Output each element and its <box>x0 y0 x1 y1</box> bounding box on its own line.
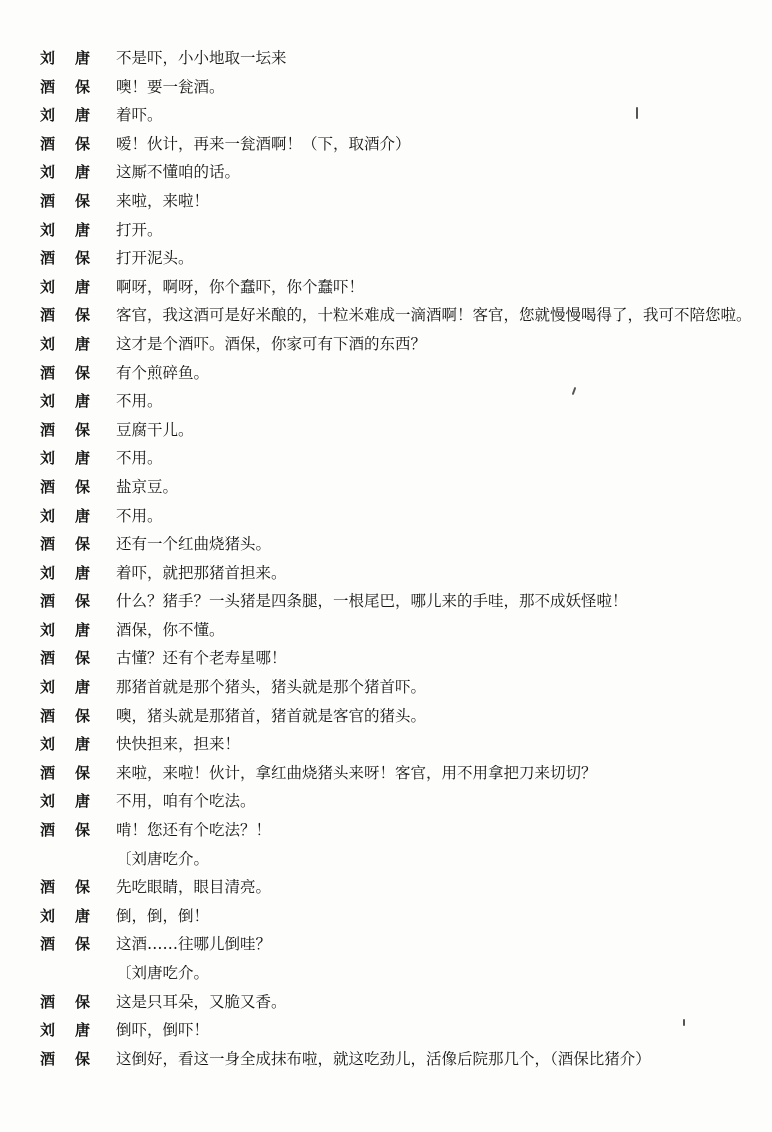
dialogue-text: 盐京豆。 <box>116 477 179 496</box>
dialogue-line <box>40 559 760 588</box>
dialogue-text: 有个煎碎鱼。 <box>116 363 210 382</box>
stage-direction-text: 〔刘唐吃介。 <box>116 964 210 982</box>
dialogue-line <box>40 759 760 788</box>
dialogue-text: 这是只耳朵，又脆又香。 <box>116 992 287 1011</box>
dialogue-line <box>40 158 760 187</box>
dialogue-text: 这酒……往哪儿倒哇？ <box>116 935 272 954</box>
stage-direction <box>40 845 760 874</box>
speaker-name: 酒保 <box>40 191 111 210</box>
speaker-name: 刘唐 <box>40 106 111 125</box>
speaker-name: 酒保 <box>40 134 111 153</box>
dialogue-text: 这倒好，看这一身全成抹布啦，就这吃劲儿，活像后院那几个，（酒保比猪介） <box>116 1049 651 1068</box>
dialogue-text: 啊呀，啊呀，你个蠢吓，你个蠢吓！ <box>116 277 365 296</box>
dialogue-line <box>40 644 760 673</box>
dialogue-line <box>40 216 760 245</box>
speaker-name: 刘唐 <box>40 334 111 353</box>
dialogue-text: 这厮不懂咱的话。 <box>116 163 241 182</box>
dialogue-text: 着吓。 <box>116 106 163 125</box>
speaker-name: 酒保 <box>40 649 111 668</box>
dialogue-line <box>40 44 760 73</box>
speaker-name: 刘唐 <box>40 220 111 239</box>
speaker-name: 刘唐 <box>40 678 111 697</box>
dialogue-line <box>40 1045 760 1074</box>
dialogue-line <box>40 244 760 273</box>
speaker-name: 酒保 <box>40 821 111 840</box>
dialogue-line <box>40 616 760 645</box>
dialogue-text: 不用。 <box>116 392 163 411</box>
dialogue-text: 着吓，就把那猪首担来。 <box>116 563 287 582</box>
speaker-name: 酒保 <box>40 535 111 554</box>
dialogue-text: 不用，咱有个吃法。 <box>116 792 256 811</box>
dialogue-line <box>40 187 760 216</box>
stage-direction <box>40 959 760 988</box>
dialogue-text: 不用。 <box>116 449 163 468</box>
dialogue-line <box>40 502 760 531</box>
speaker-name: 酒保 <box>40 363 111 382</box>
dialogue-line <box>40 101 760 130</box>
ink-speck <box>683 1019 685 1026</box>
dialogue-text: 打开泥头。 <box>116 249 194 268</box>
dialogue-line <box>40 988 760 1017</box>
speaker-name: 刘唐 <box>40 735 111 754</box>
dialogue-text: 来啦，来啦！伙计，拿红曲烧猪头来呀！客官，用不用拿把刀来切切？ <box>116 763 597 782</box>
dialogue-text: 古懂？还有个老寿星哪！ <box>116 649 287 668</box>
speaker-name: 酒保 <box>40 992 111 1011</box>
speaker-name: 刘唐 <box>40 506 111 525</box>
dialogue-line <box>40 787 760 816</box>
speaker-name: 酒保 <box>40 763 111 782</box>
dialogue-line <box>40 530 760 559</box>
dialogue-text: 倒吓，倒吓！ <box>116 1021 210 1040</box>
speaker-name: 刘唐 <box>40 163 111 182</box>
dialogue-text: 那猪首就是那个猪头，猪头就是那个猪首吓。 <box>116 678 427 697</box>
dialogue-line <box>40 902 760 931</box>
speaker-name: 刘唐 <box>40 449 111 468</box>
speaker-name: 酒保 <box>40 706 111 725</box>
speaker-name: 酒保 <box>40 1049 111 1068</box>
speaker-name: 刘唐 <box>40 620 111 639</box>
speaker-name: 酒保 <box>40 935 111 954</box>
dialogue-text: 啃！您还有个吃法？！ <box>116 821 272 840</box>
dialogue-line <box>40 930 760 959</box>
speaker-name: 酒保 <box>40 249 111 268</box>
speaker-name: 酒保 <box>40 592 111 611</box>
dialogue-line <box>40 73 760 102</box>
dialogue-line <box>40 359 760 388</box>
dialogue-text: 酒保，你不懂。 <box>116 620 225 639</box>
dialogue-text: 这才是个酒吓。酒保，你家可有下酒的东西？ <box>116 334 427 353</box>
dialogue-text: 噢，猪头就是那猪首，猪首就是客官的猪头。 <box>116 706 427 725</box>
dialogue-line <box>40 301 760 330</box>
speaker-name: 刘唐 <box>40 906 111 925</box>
dialogue-text: 先吃眼睛，眼目清亮。 <box>116 878 272 897</box>
speaker-name: 刘唐 <box>40 277 111 296</box>
speaker-name: 刘唐 <box>40 49 111 67</box>
dialogue-text: 还有一个红曲烧猪头。 <box>116 535 272 554</box>
speaker-name: 酒保 <box>40 477 111 496</box>
dialogue-line <box>40 130 760 159</box>
dialogue-script <box>40 44 760 1073</box>
speaker-name: 酒保 <box>40 77 111 96</box>
dialogue-line <box>40 816 760 845</box>
dialogue-line <box>40 444 760 473</box>
speaker-name: 酒保 <box>40 420 111 439</box>
dialogue-line <box>40 273 760 302</box>
dialogue-line <box>40 1016 760 1045</box>
dialogue-line <box>40 587 760 616</box>
dialogue-line <box>40 387 760 416</box>
dialogue-text: 嗳！伙计，再来一瓮酒啊！（下，取酒介） <box>116 134 411 153</box>
dialogue-text: 什么？猪手？一头猪是四条腿，一根尾巴，哪儿来的手哇，那不成妖怪啦！ <box>116 592 628 611</box>
dialogue-text: 打开。 <box>116 220 163 239</box>
speaker-name: 刘唐 <box>40 392 111 411</box>
dialogue-line <box>40 473 760 502</box>
dialogue-text: 不用。 <box>116 506 163 525</box>
dialogue-line <box>40 673 760 702</box>
speaker-name: 刘唐 <box>40 1021 111 1040</box>
speaker-name: 刘唐 <box>40 563 111 582</box>
dialogue-line <box>40 416 760 445</box>
dialogue-text: 来啦，来啦！ <box>116 191 210 210</box>
speaker-name: 酒保 <box>40 878 111 897</box>
dialogue-text: 不是吓，小小地取一坛来 <box>116 49 287 67</box>
speaker-name: 酒保 <box>40 306 111 325</box>
speaker-name: 刘唐 <box>40 792 111 811</box>
dialogue-line <box>40 702 760 731</box>
dialogue-text: 倒，倒，倒！ <box>116 906 210 925</box>
ink-speck <box>636 107 638 119</box>
dialogue-text: 快快担来，担来！ <box>116 735 241 754</box>
dialogue-line <box>40 730 760 759</box>
dialogue-text: 噢！要一瓮酒。 <box>116 77 225 96</box>
dialogue-text: 客官，我这酒可是好米酿的，十粒米难成一滴酒啊！客官，您就慢慢喝得了，我可不陪您啦。 <box>116 306 752 325</box>
dialogue-text: 豆腐干儿。 <box>116 420 194 439</box>
stage-direction-text: 〔刘唐吃介。 <box>116 849 210 868</box>
dialogue-line <box>40 873 760 902</box>
dialogue-line <box>40 330 760 359</box>
